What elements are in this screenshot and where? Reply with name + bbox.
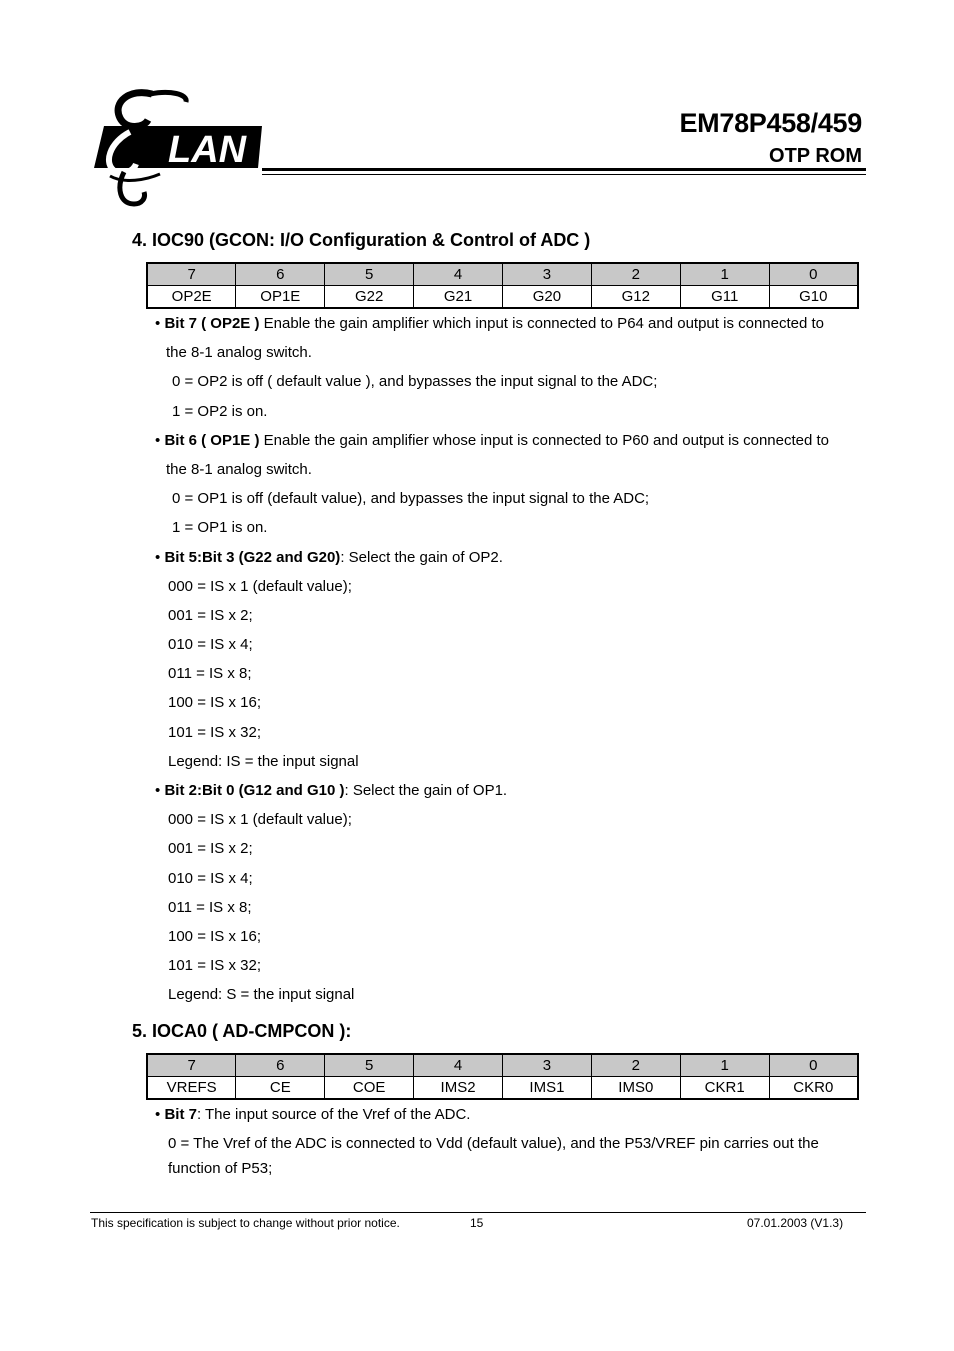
bit-number-cell: 7 <box>147 263 236 286</box>
bit-name-cell: CE <box>236 1077 325 1100</box>
bit53-legend: Legend: IS = the input signal <box>168 752 359 770</box>
bit-name-cell: IMS0 <box>591 1077 680 1100</box>
header-rule-thin <box>262 174 866 175</box>
bit-name-cell: OP2E <box>147 286 236 309</box>
footer-notice: This specification is subject to change without prior notice. <box>91 1216 400 1230</box>
bit-name-cell: G10 <box>769 286 858 309</box>
bit-name-cell: OP1E <box>236 286 325 309</box>
bit20-description: • Bit 2:Bit 0 (G12 and G10 ): Select the gain of OP1. <box>155 782 508 799</box>
bit-name-cell: IMS2 <box>414 1077 503 1100</box>
bit53-label: Bit 5:Bit 3 (G22 and G20) <box>164 548 341 566</box>
bit-number-cell: 0 <box>769 1054 858 1077</box>
bit-name-cell: COE <box>325 1077 414 1100</box>
bit-number-cell: 2 <box>591 263 680 286</box>
document-subtitle: OTP ROM <box>769 145 862 167</box>
header-rule-thick <box>262 168 866 171</box>
footer-rule <box>90 1212 866 1213</box>
bit-number-cell: 0 <box>769 263 858 286</box>
ioca0-bit7-option-0: 0 = The Vref of the ADC is connected to Vdd (default value), and the P53/VREF pin carries out the <box>168 1135 819 1153</box>
bit-number-cell: 4 <box>414 1054 503 1077</box>
bit-number-cell: 3 <box>503 263 592 286</box>
bit-name-row <box>147 286 858 309</box>
bit20-label: Bit 2:Bit 0 (G12 and G10 ) <box>164 782 345 799</box>
logo-text: LAN <box>168 129 247 171</box>
bit53-option: 000 = IS x 1 (default value); <box>168 577 352 595</box>
bit7-option-0: 0 = OP2 is off ( default value ), and bypasses the input signal to the ADC; <box>172 373 658 391</box>
bit6-option-1: 1 = OP1 is on. <box>172 519 268 537</box>
bit20-option: 010 = IS x 4; <box>168 869 253 887</box>
ioca0-bit7-label: Bit 7 <box>164 1106 197 1123</box>
section-5-body <box>155 1100 870 1180</box>
footer-page-number: 15 <box>470 1216 484 1230</box>
bit-number-row <box>147 1054 858 1077</box>
bit-number-cell: 5 <box>325 1054 414 1077</box>
bit-name-cell: IMS1 <box>503 1077 592 1100</box>
bit-number-cell: 6 <box>236 1054 325 1077</box>
footer-date: 07.01.2003 (V1.3) <box>747 1216 844 1230</box>
bit20-option: 011 = IS x 8; <box>168 898 252 916</box>
bit20-option: 100 = IS x 16; <box>168 927 261 945</box>
bit-number-row <box>147 263 858 286</box>
bit-number-cell: 7 <box>147 1054 236 1077</box>
bit-number-cell: 4 <box>414 263 503 286</box>
document-title: EM78P458/459 <box>679 108 862 138</box>
bit-number-cell: 1 <box>680 1054 769 1077</box>
bit53-description: • Bit 5:Bit 3 (G22 and G20): Select the gain of OP2. <box>155 548 503 566</box>
bit20-option: 001 = IS x 2; <box>168 840 253 858</box>
section-5-heading: 5. IOCA0 ( AD-CMPCON ): <box>132 1021 352 1041</box>
bit53-option: 100 = IS x 16; <box>168 694 261 712</box>
bit6-label: Bit 6 ( OP1E ) <box>164 431 260 449</box>
bit-number-cell: 3 <box>503 1054 592 1077</box>
ioca0-register-table <box>146 1053 859 1100</box>
bit-name-cell: G21 <box>414 286 503 309</box>
section-4-body <box>155 309 870 1010</box>
ioc90-register-table <box>146 262 859 309</box>
bit-number-cell: 2 <box>591 1054 680 1077</box>
bit-number-cell: 6 <box>236 263 325 286</box>
bit-number-cell: 5 <box>325 263 414 286</box>
bit-name-cell: CKR1 <box>680 1077 769 1100</box>
bit6-description: • Bit 6 ( OP1E ) Enable the gain amplifier whose input is connected to P60 and output is connected to <box>155 431 830 449</box>
bit53-option: 001 = IS x 2; <box>168 606 253 624</box>
bit53-option: 101 = IS x 32; <box>168 723 261 741</box>
bit53-option: 011 = IS x 8; <box>168 665 252 683</box>
elan-logo <box>90 88 270 208</box>
bit20-option: 000 = IS x 1 (default value); <box>168 811 352 829</box>
bit7-option-1: 1 = OP2 is on. <box>172 402 268 420</box>
ioca0-bit7-option-0-cont: function of P53; <box>168 1160 273 1178</box>
bit20-legend: Legend: S = the input signal <box>168 986 355 1004</box>
bit6-option-0: 0 = OP1 is off (default value), and bypasses the input signal to the ADC; <box>172 490 650 508</box>
bit-name-cell: G11 <box>680 286 769 309</box>
bit-name-row <box>147 1077 858 1100</box>
bit53-option: 010 = IS x 4; <box>168 636 253 654</box>
bit7-label: Bit 7 ( OP2E ) <box>164 315 260 332</box>
bit-name-cell: CKR0 <box>769 1077 858 1100</box>
bit6-description-cont: the 8-1 analog switch. <box>166 460 312 478</box>
bit20-option: 101 = IS x 32; <box>168 957 261 975</box>
bit-name-cell: G20 <box>503 286 592 309</box>
bit-name-cell: VREFS <box>147 1077 236 1100</box>
bit-name-cell: G22 <box>325 286 414 309</box>
bit7-description-cont: the 8-1 analog switch. <box>166 344 312 362</box>
bit-name-cell: G12 <box>591 286 680 309</box>
bit7-description: • Bit 7 ( OP2E ) Enable the gain amplifier which input is connected to P64 and output is connected to <box>155 315 825 332</box>
section-4-heading: 4. IOC90 (GCON: I/O Configuration & Control of ADC ) <box>132 230 591 250</box>
ioca0-bit7-description: • Bit 7: The input source of the Vref of the ADC. <box>155 1106 471 1123</box>
bit-number-cell: 1 <box>680 263 769 286</box>
